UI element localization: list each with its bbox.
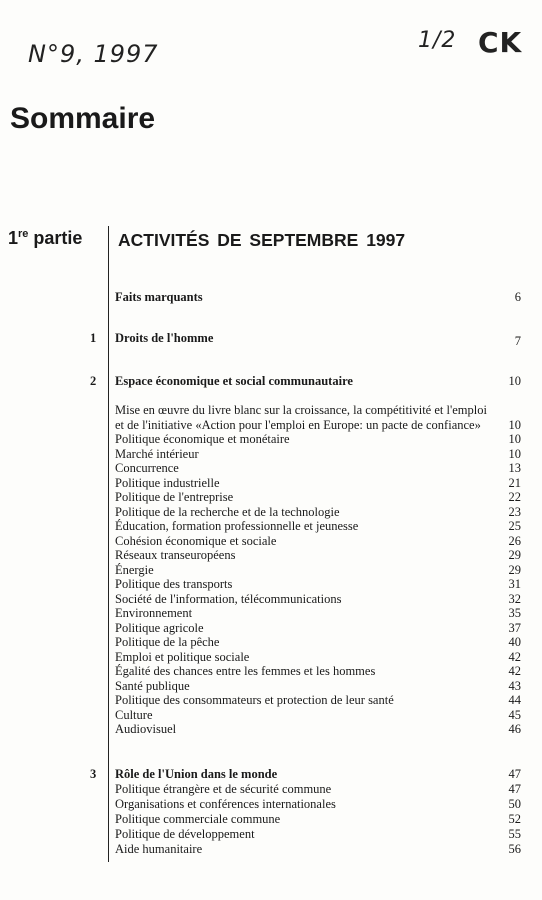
toc-item-text: Politique des consommateurs et protection de leur santé <box>115 693 394 707</box>
part-title: ACTIVITÉS DE SEPTEMBRE 1997 <box>118 230 406 250</box>
toc-item-text: Éducation, formation professionnelle et jeunesse <box>115 519 359 533</box>
toc-page-number: 44 <box>508 693 521 707</box>
toc-item-text: Aide humanitaire <box>115 842 203 856</box>
toc-item <box>115 842 521 857</box>
toc-page-number: 29 <box>508 548 521 562</box>
toc-page-number: 6 <box>514 290 521 304</box>
toc-item <box>115 650 521 665</box>
vertical-divider <box>108 226 109 862</box>
part-label <box>8 228 82 249</box>
toc-section-espace <box>115 374 521 389</box>
toc-page-number: 13 <box>508 461 521 475</box>
toc-page-number: 42 <box>508 649 521 664</box>
toc-item <box>115 827 521 842</box>
toc-page-number: 42 <box>508 664 521 678</box>
section-number: 2 <box>90 374 97 388</box>
toc-page-number: 10 <box>508 374 521 388</box>
toc-page-number: 22 <box>508 490 521 504</box>
toc-item <box>115 592 521 607</box>
toc-page-number: 10 <box>508 417 521 432</box>
toc-page-number: 55 <box>508 827 521 841</box>
toc-page-number: 10 <box>508 432 521 446</box>
toc-item <box>115 606 521 621</box>
toc-item-text: Organisations et conférences internationales <box>115 797 336 811</box>
part-label-number: 1 <box>8 228 19 248</box>
toc-page-number: 32 <box>508 591 521 606</box>
toc-item-text: Réseaux transeuropéens <box>115 548 236 562</box>
toc-page-number: 29 <box>508 562 521 577</box>
toc-page-number: 21 <box>508 475 521 490</box>
toc-item <box>115 621 521 636</box>
toc-page-number: 45 <box>508 707 521 722</box>
toc-page-number: 47 <box>508 782 521 796</box>
page-title: Sommaire <box>10 102 156 135</box>
toc-page-number: 35 <box>508 606 521 620</box>
toc-item-text: Politique étrangère et de sécurité commune <box>115 782 332 796</box>
part-label-word: partie <box>28 228 83 248</box>
toc-item <box>115 797 521 812</box>
toc-item-text: Emploi et politique sociale <box>115 649 250 664</box>
toc-item-text: Politique économique et monétaire <box>115 432 290 446</box>
toc-item <box>115 505 521 520</box>
toc-section-droits <box>115 331 521 349</box>
toc-item-text: Audiovisuel <box>115 722 177 736</box>
toc-item-text: Politique des transports <box>115 577 233 591</box>
toc-item <box>115 812 521 827</box>
toc-page-number: 56 <box>508 842 521 856</box>
toc-item <box>115 635 521 650</box>
toc-item <box>115 490 521 505</box>
toc-item <box>115 577 521 592</box>
toc-item-text: Politique de développement <box>115 827 255 841</box>
toc-page-number: 47 <box>508 767 521 781</box>
toc-item-text: Politique agricole <box>115 620 204 635</box>
toc-item-text: Égalité des chances entre les femmes et les hommes <box>115 664 376 678</box>
toc-item-text: Société de l'information, télécommunications <box>115 591 342 606</box>
toc-item <box>115 563 521 578</box>
toc-page-number: 26 <box>508 533 521 548</box>
toc-item <box>115 679 521 694</box>
toc-page-number: 23 <box>508 504 521 519</box>
toc-page-number: 50 <box>508 797 521 811</box>
toc-page-number: 46 <box>508 722 521 736</box>
toc-item-text: Culture <box>115 707 153 722</box>
toc-item <box>115 722 521 737</box>
toc-item-text: Santé publique <box>115 678 190 693</box>
toc-item <box>115 693 521 708</box>
handwritten-fraction-note: 1/2 <box>418 28 457 53</box>
toc-section-faits-marquants <box>115 290 521 305</box>
toc-item-text: Politique de l'entreprise <box>115 490 234 504</box>
toc-item <box>115 708 521 723</box>
toc-item <box>115 782 521 797</box>
handwritten-initials-note: CK <box>478 26 523 59</box>
handwritten-issue-note: N°9, 1997 <box>28 40 159 68</box>
toc-section-role-union <box>115 767 521 782</box>
toc-item-text: Politique industrielle <box>115 475 220 490</box>
toc-item-text: Environnement <box>115 606 193 620</box>
toc-item-text: Politique commerciale commune <box>115 812 281 826</box>
part-label-superscript: re <box>18 228 29 240</box>
toc-item-text: Politique de la pêche <box>115 635 220 649</box>
toc-item <box>115 519 521 534</box>
toc-item-text: Concurrence <box>115 461 179 475</box>
toc-item <box>115 548 521 563</box>
toc-page-number: 7 <box>514 334 521 348</box>
section-number: 3 <box>90 767 97 781</box>
toc-item-text: Énergie <box>115 562 154 577</box>
toc-item-text: Mise en œuvre du livre blanc sur la croissance, la compétitivité et l'emploi et de l'initiative «Action pour l'emploi en Europe: un pacte de confiance» <box>115 403 487 432</box>
toc-item <box>115 432 521 447</box>
toc-section-title: Espace économique et social communautaire <box>115 374 353 388</box>
toc-page-number: 25 <box>508 519 521 533</box>
toc-page-number: 37 <box>508 620 521 635</box>
toc-item-text: Marché intérieur <box>115 446 199 461</box>
toc-section-title: Faits marquants <box>115 290 203 304</box>
toc-item <box>115 388 521 432</box>
toc-page-number: 52 <box>508 812 521 826</box>
toc-section-title: Droits de l'homme <box>115 331 214 345</box>
toc-item <box>115 534 521 549</box>
section-number: 1 <box>90 331 97 345</box>
toc-item <box>115 476 521 491</box>
toc-item-text: Cohésion économique et sociale <box>115 533 277 548</box>
toc-section-title: Rôle de l'Union dans le monde <box>115 767 278 781</box>
toc-page-number: 40 <box>508 635 521 649</box>
toc-item-text: Politique de la recherche et de la technologie <box>115 504 340 519</box>
toc-item <box>115 447 521 462</box>
toc-item <box>115 461 521 476</box>
toc-page-number: 31 <box>508 577 521 591</box>
toc-page-number: 10 <box>508 446 521 461</box>
toc-item <box>115 664 521 679</box>
toc-page-number: 43 <box>508 678 521 693</box>
